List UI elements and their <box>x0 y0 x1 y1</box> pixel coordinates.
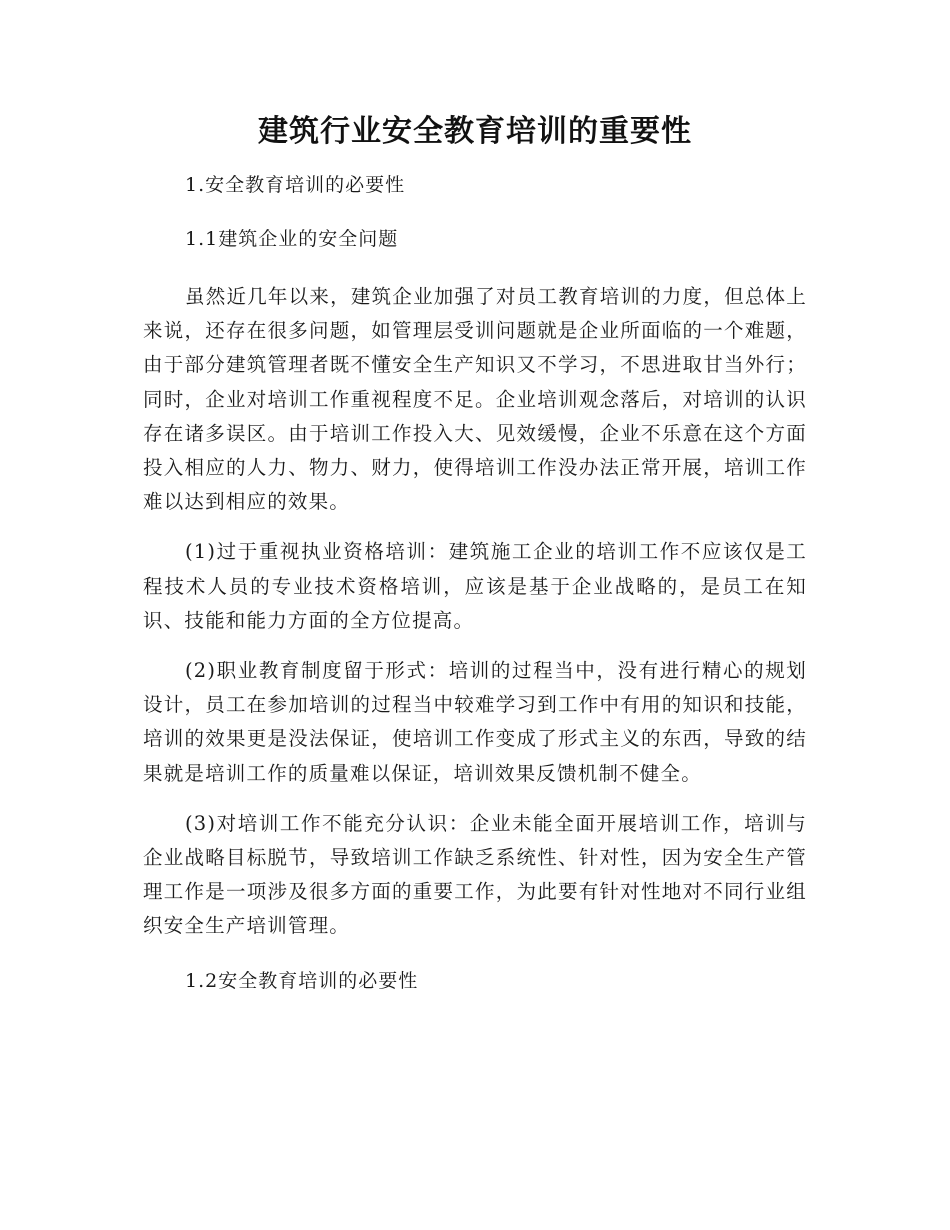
section-heading-1-1: 1.1建筑企业的安全问题 <box>185 228 399 250</box>
paragraph-intro: 虽然近几年以来，建筑企业加强了对员工教育培训的力度，但总体上来说，还存在很多问题，如管理层受训问题就是企业所面临的一个难题，由于部分建筑管理者既不懂安全生产知识又不学习，不思进取甘当外行；同时，企业对培训工作重视程度不足。企业培训观念落后，对培训的认识存在诸多误区。由于培训工作投入大、见效缓慢，企业不乐意在这个方面投入相应的人力、物力、财力，使得培训工作没办法正常开展，培训工作难以达到相应的效果。 <box>143 285 807 514</box>
paragraph-point-1: (1)过于重视执业资格培训：建筑施工企业的培训工作不应该仅是工程技术人员的专业技术资格培训，应该是基于企业战略的，是员工在知识、技能和能力方面的全方位提高。 <box>143 540 807 632</box>
section-heading-1-2: 1.2安全教育培训的必要性 <box>185 969 419 992</box>
paragraph-point-2: (2)职业教育制度留于形式：培训的过程当中，没有进行精心的规划设计，员工在参加培训的过程当中较难学习到工作中有用的知识和技能，培训的效果更是没法保证，使培训工作变成了形式主义的东西，导致的结果就是培训工作的质量难以保证，培训效果反馈机制不健全。 <box>143 659 807 785</box>
document-title: 建筑行业安全教育培训的重要性 <box>258 114 692 149</box>
section-heading-1: 1.安全教育培训的必要性 <box>185 174 406 196</box>
paragraph-point-3: (3)对培训工作不能充分认识：企业未能全面开展培训工作，培训与企业战略目标脱节，导致培训工作缺乏系统性、针对性，因为安全生产管理工作是一项涉及很多方面的重要工作，为此要有针对性地对不同行业组织安全生产培训管理。 <box>143 811 807 938</box>
